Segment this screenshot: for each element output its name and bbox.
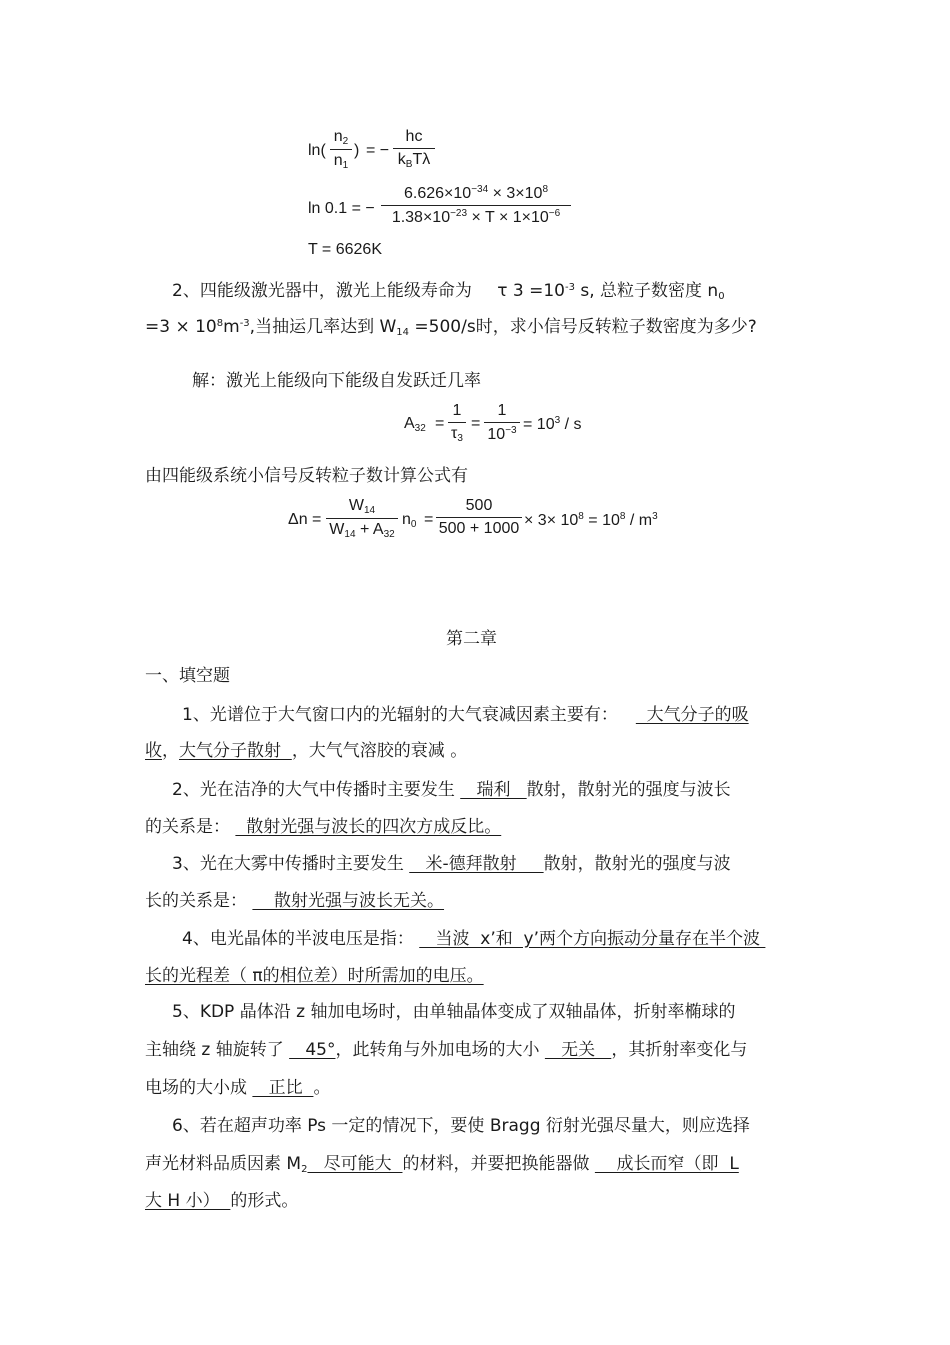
q4-answer-part2: 长的光程差（ π的相位差）时所需加的电压。 [145,966,484,986]
chapter-title: 第二章 [446,629,497,649]
ln-open: ln( [308,142,326,159]
q5-answer2: 无关 [544,1040,612,1060]
q4-line2 [145,961,484,986]
dn-lhs: Δn = [288,511,322,528]
formula-intro: 由四能级系统小信号反转粒子数计算公式有 [145,466,468,486]
q5-answer1: 45° [289,1040,336,1060]
q1-line2: 收，大气分子散射 ，大气气溶胶的衰减 。 [145,741,468,761]
fraction-1-10e-3: $\frac{1}{10^{-3}}$ [484,402,520,444]
solution-intro: 解：激光上能级向下能级自发跃迁几率 [192,371,481,391]
q5-answer3: 正比 [252,1078,314,1098]
fraction-hc-kbT: hc $k_BT\lambda$ [393,128,435,170]
q4-line1: 4、电光晶体的半波电压是指： 当波 x’和 y’两个方向振动分量存在半个波 [182,929,766,949]
ln-close: ) [354,142,360,159]
fraction-numeric: $\frac{6.626\times 10^{-34} \times 3\times 10^8}{1.38\times 10^{-23} \times T \times 1\times 10^{-6}}$ [381,184,571,227]
q6-answer1: 尽可能大 [307,1154,403,1174]
q6-line3: 大 H 小） 的形式。 [145,1191,299,1211]
problem2-line2: $=3 \times 10^8m^{-3}$,当抽运几率达到 $W_{14} =500/s$时，求小信号反转粒子数密度为多少? [145,317,757,338]
dn-eq: = [424,511,434,528]
ln-lhs: ln 0.1 = − [308,200,375,217]
q3-answer2: 散射光强与波长无关。 [252,891,445,911]
q1-answer2: 大气分子散射 [179,741,292,761]
q1-answer-part1: 大气分子的吸 [635,705,749,725]
q5-line3: 电场的大小成 正比 。 [145,1078,331,1098]
q2-answer2: 散射光强与波长的四次方成反比。 [235,817,502,837]
q6-answer2-part1: 成长而窄（即 L [594,1154,739,1174]
a32-eq2: = [471,415,481,432]
dn-n0: $n_0$ [402,511,417,530]
q6-answer2-part2: 大 H 小） [145,1191,231,1211]
q5-line1: 5、KDP 晶体沿 z 轴加电场时，由单轴晶体变成了双轴晶体，折射率椭球的 [172,1002,736,1022]
a32-rhs: = $10^3$ / s [523,415,582,433]
a32-eq: = [435,415,445,432]
q3-line2: 长的关系是： 散射光强与波长无关。 [145,891,445,911]
problem2-line1: 2、四能级激光器中，激光上能级寿命为 τ $3 =10^{-3}$ s, 总粒子数密度 $n_0$ [172,281,725,302]
section-title: 一、填空题 [145,666,230,686]
fraction-1-tau3: $\frac{1}{\tau_3}$ [448,402,466,444]
q1-line1: 1、光谱位于大气窗口内的光辐射的大气衰减因素主要有： 大气分子的吸 [182,705,749,725]
q6-line1: 6、若在超声功率 Ps 一定的情况下，要使 Bragg 衍射光强尽量大，则应选择 [172,1116,750,1136]
q1-answer-part2: 收 [145,741,162,761]
temperature-result: T = 6626K [308,241,382,258]
q2-answer1: 瑞利 [460,780,527,800]
a32-lhs: $A_{32}$ [404,415,426,434]
q5-line2: 主轴绕 z 轴旋转了 45°，此转角与外加电场的大小 无关 ，其折射率变化与 [145,1040,748,1060]
fraction-500: $\frac{500}{500 + 1000}$ [436,497,522,538]
q3-line1: 3、光在大雾中传播时主要发生 米-德拜散射 散射，散射光的强度与波 [172,854,731,874]
fraction-w14: $\frac{W_{14}}{W_{14} + A_{32}}$ [326,497,398,540]
q3-answer1: 米-德拜散射 [409,854,544,874]
q4-answer-part1: 当波 x’和 y’两个方向振动分量存在半个波 [419,929,766,949]
q6-line2: 声光材料品质因素 $M_2$ 尽可能大 的材料，并要把换能器做 成长而窄（即 L [145,1154,739,1175]
fraction-n2-n1: $\frac{n_2}{n_1}$ [330,128,352,171]
q2-line2: 的关系是： 散射光强与波长的四次方成反比。 [145,817,502,837]
q2-line1: 2、光在洁净的大气中传播时主要发生 瑞利 散射，散射光的强度与波长 [172,780,731,800]
equals-minus: = − [366,142,390,159]
dn-rhs: × $3\times 10^8 = 10^8 / m^3$ [524,511,658,529]
